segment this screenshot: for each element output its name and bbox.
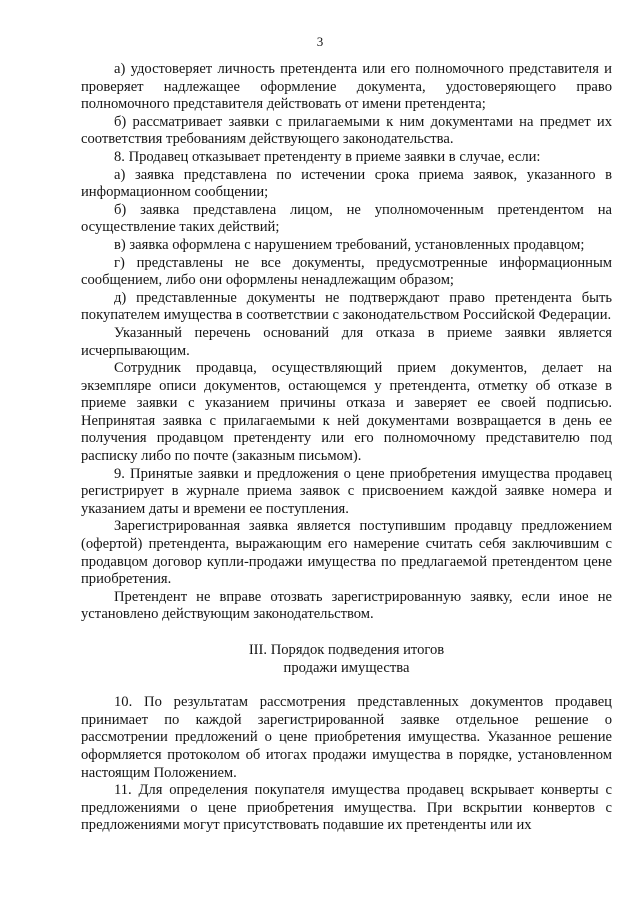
- paragraph-9: 9. Принятые заявки и предложения о цене приобретения имущества продавец регистрирует в журнале приема заявок с присвоением каждой заявке номера и указанием даты и времени ее поступления.: [81, 465, 612, 517]
- paragraph-8d: д) представленные документы не подтверждают право претендента быть покупателем имущества в соответствии с законодательством Российской Федерации.: [81, 289, 612, 324]
- page-number: 3: [316, 34, 324, 49]
- paragraph-8b: б) заявка представлена лицом, не уполномоченным претендентом на осуществление таких действий;: [81, 201, 612, 236]
- paragraph-8g: г) представлены не все документы, предусмотренные информационным сообщением, либо они оформлены ненадлежащим образом;: [81, 254, 612, 289]
- paragraph-8a: а) заявка представлена по истечении срока приема заявок, указанного в информационном сообщении;: [81, 166, 612, 201]
- paragraph-8: 8. Продавец отказывает претенденту в приеме заявки в случае, если:: [114, 148, 541, 165]
- section-heading-line-1: III. Порядок подведения итогов: [248, 642, 445, 658]
- paragraph-7a: а) удостоверяет личность претендента или его полномочного представителя и проверяет надлежащее оформление документа, удостоверяющего право полномочного представителя действовать от имени претендента;: [81, 61, 612, 113]
- paragraph-11: 11. Для определения покупателя имущества продавец вскрывает конверты с предложениями о цене приобретения имущества. При вскрытии конвертов с предложениями могут присутствовать подавшие их претенденты или их: [81, 782, 612, 834]
- paragraph-offer: Зарегистрированная заявка является поступившим продавцу предложением (офертой) претендента, выражающим его намерение считать себя заключившим с продавцом договор купли-продажи имущества по предлагаемой претендентом цене приобретения.: [81, 518, 612, 588]
- paragraph-8v: в) заявка оформлена с нарушением требований, установленных продавцом;: [114, 236, 585, 253]
- paragraph-exhaustive-list: Указанный перечень оснований для отказа в приеме заявки является исчерпывающим.: [81, 324, 612, 359]
- paragraph-7b: б) рассматривает заявки с прилагаемыми к ним документами на предмет их соответствия требованиям действующего законодательства.: [81, 113, 612, 148]
- paragraph-10: 10. По результатам рассмотрения представленных документов продавец принимает по каждой зарегистрированной заявке отдельное решение о рассмотрении предложений о цене приобретения имущества. Указанное решение оформляется протоколом об итогах продажи имущества в порядке, установленном настоящим Положением.: [81, 694, 612, 781]
- paragraph-withdrawal: Претендент не вправе отозвать зарегистрированную заявку, если иное не установлено действующим законодательством.: [81, 588, 612, 623]
- document-body: [81, 61, 612, 835]
- paragraph-refusal-note: Сотрудник продавца, осуществляющий прием документов, делает на экземпляре описи документов, остающемся у претендента, отметку об отказе в приеме заявки с указанием причины отказа и заверяет ее своей подписью. Непринятая заявка с прилагаемыми к ней документами возвращается в день ее получения продавцом претенденту или его полномочному представителю под расписку либо по почте (заказным письмом).: [81, 360, 612, 465]
- section-heading-line-2: продажи имущества: [283, 659, 410, 676]
